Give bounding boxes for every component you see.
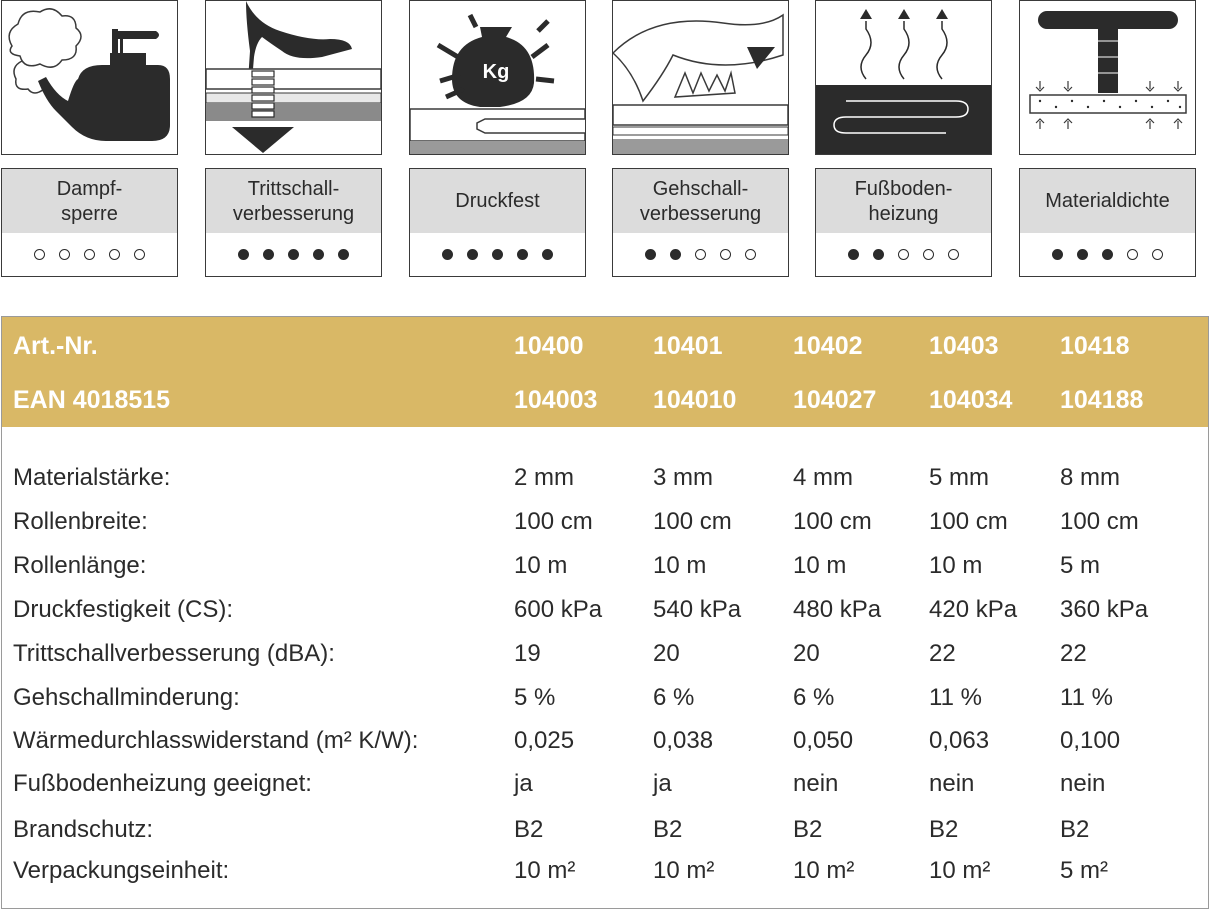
feature-label: Dampf- sperre bbox=[1, 168, 178, 235]
cell-value: 540 kPa bbox=[653, 596, 742, 623]
cell-value: 6 % bbox=[653, 684, 695, 711]
row-label: Rollenlänge: bbox=[13, 552, 147, 579]
table-row bbox=[2, 596, 1208, 626]
cell-value: 360 kPa bbox=[1060, 596, 1149, 623]
rating-dot-empty bbox=[59, 249, 70, 260]
cell-value: 20 bbox=[793, 640, 820, 667]
cell-value: 10 m² bbox=[793, 857, 855, 884]
kettle-steam-icon bbox=[1, 0, 178, 155]
cell-value: 600 kPa bbox=[514, 596, 603, 623]
header-value: 104034 bbox=[929, 386, 1013, 414]
table-row bbox=[2, 552, 1208, 582]
cell-value: nein bbox=[793, 770, 839, 797]
cell-value: 0,050 bbox=[793, 727, 854, 754]
rating-dot-empty bbox=[84, 249, 95, 260]
rating-dot-empty bbox=[134, 249, 145, 260]
cell-value: 100 cm bbox=[653, 508, 732, 535]
header-value: 10403 bbox=[929, 332, 999, 360]
cell-value: 0,063 bbox=[929, 727, 990, 754]
cell-value: 11 % bbox=[1060, 684, 1113, 711]
rating-dot-empty bbox=[720, 249, 731, 260]
floor-heating-icon bbox=[815, 0, 992, 155]
header-value: 10418 bbox=[1060, 332, 1130, 360]
rating-dot-filled bbox=[1052, 249, 1063, 260]
feature-label: Materialdichte bbox=[1019, 168, 1196, 235]
cell-value: 5 mm bbox=[929, 464, 989, 491]
row-label: Materialstärke: bbox=[13, 464, 171, 491]
shark-mouth-icon bbox=[612, 0, 789, 155]
cell-value: 22 bbox=[929, 640, 956, 667]
rating-dot-filled bbox=[288, 249, 299, 260]
cell-value: B2 bbox=[653, 816, 683, 843]
rating-dot-filled bbox=[848, 249, 859, 260]
header-value: 104027 bbox=[793, 386, 877, 414]
rating-dots bbox=[1019, 233, 1196, 277]
cell-value: 480 kPa bbox=[793, 596, 882, 623]
cell-value: B2 bbox=[929, 816, 959, 843]
header-label: Art.-Nr. bbox=[13, 332, 98, 360]
row-label: Fußbodenheizung geeignet: bbox=[13, 770, 312, 797]
cell-value: 19 bbox=[514, 640, 541, 667]
cell-value: 2 mm bbox=[514, 464, 574, 491]
header-value: 10402 bbox=[793, 332, 863, 360]
row-label: Verpackungseinheit: bbox=[13, 857, 230, 884]
row-label: Rollenbreite: bbox=[13, 508, 148, 535]
high-heel-impact-icon bbox=[205, 0, 382, 155]
feature-label: Fußboden- heizung bbox=[815, 168, 992, 235]
rating-dots bbox=[409, 233, 586, 277]
cell-value: 0,025 bbox=[514, 727, 575, 754]
rating-dots bbox=[815, 233, 992, 277]
row-label: Wärmedurchlasswiderstand (m² K/W): bbox=[13, 727, 419, 754]
ean-row bbox=[2, 386, 1208, 416]
table-row bbox=[2, 770, 1208, 800]
cell-value: 100 cm bbox=[1060, 508, 1139, 535]
rating-dot-filled bbox=[492, 249, 503, 260]
rating-dots bbox=[205, 233, 382, 277]
rating-dot-filled bbox=[313, 249, 324, 260]
cell-value: 5 % bbox=[514, 684, 556, 711]
rating-dot-empty bbox=[109, 249, 120, 260]
cell-value: 420 kPa bbox=[929, 596, 1018, 623]
rating-dot-filled bbox=[1077, 249, 1088, 260]
header-value: 10401 bbox=[653, 332, 723, 360]
cell-value: 10 m² bbox=[653, 857, 715, 884]
rating-dot-filled bbox=[338, 249, 349, 260]
header-value: 104010 bbox=[653, 386, 737, 414]
weight-kg-icon bbox=[409, 0, 586, 155]
feature-label: Trittschall- verbesserung bbox=[205, 168, 382, 235]
rating-dot-filled bbox=[263, 249, 274, 260]
rating-dot-empty bbox=[1152, 249, 1163, 260]
cell-value: nein bbox=[929, 770, 975, 797]
cell-value: 3 mm bbox=[653, 464, 713, 491]
rating-dots bbox=[612, 233, 789, 277]
rating-dot-empty bbox=[34, 249, 45, 260]
cell-value: B2 bbox=[1060, 816, 1090, 843]
cell-value: 4 mm bbox=[793, 464, 853, 491]
cell-value: 5 m bbox=[1060, 552, 1101, 579]
cell-value: 10 m bbox=[514, 552, 568, 579]
cell-value: 11 % bbox=[929, 684, 982, 711]
table-row bbox=[2, 640, 1208, 670]
row-label: Brandschutz: bbox=[13, 816, 154, 843]
rating-dot-empty bbox=[1127, 249, 1138, 260]
art-nr-row bbox=[2, 332, 1208, 362]
rating-dot-empty bbox=[695, 249, 706, 260]
rating-dot-filled bbox=[238, 249, 249, 260]
table-row bbox=[2, 464, 1208, 494]
cell-value: 10 m bbox=[929, 552, 983, 579]
header-label: EAN 4018515 bbox=[13, 386, 171, 414]
cell-value: 6 % bbox=[793, 684, 835, 711]
cell-value: 10 m² bbox=[929, 857, 991, 884]
t-press-density-icon bbox=[1019, 0, 1196, 155]
header-value: 104188 bbox=[1060, 386, 1144, 414]
cell-value: 20 bbox=[653, 640, 680, 667]
rating-dot-filled bbox=[1102, 249, 1113, 260]
cell-value: B2 bbox=[793, 816, 823, 843]
cell-value: nein bbox=[1060, 770, 1106, 797]
cell-value: 5 m² bbox=[1060, 857, 1108, 884]
header-value: 10400 bbox=[514, 332, 584, 360]
spec-table bbox=[1, 316, 1209, 909]
cell-value: 10 m bbox=[653, 552, 707, 579]
row-label: Gehschallminderung: bbox=[13, 684, 240, 711]
cell-value: ja bbox=[653, 770, 672, 797]
rating-dot-filled bbox=[442, 249, 453, 260]
cell-value: B2 bbox=[514, 816, 544, 843]
cell-value: 0,038 bbox=[653, 727, 714, 754]
rating-dot-empty bbox=[898, 249, 909, 260]
table-row bbox=[2, 684, 1208, 714]
cell-value: 100 cm bbox=[793, 508, 872, 535]
rating-dot-empty bbox=[745, 249, 756, 260]
table-row bbox=[2, 816, 1208, 846]
table-row bbox=[2, 727, 1208, 757]
cell-value: 8 mm bbox=[1060, 464, 1120, 491]
table-row bbox=[2, 857, 1208, 887]
cell-value: 22 bbox=[1060, 640, 1087, 667]
header-value: 104003 bbox=[514, 386, 598, 414]
rating-dot-empty bbox=[923, 249, 934, 260]
feature-label: Gehschall- verbesserung bbox=[612, 168, 789, 235]
cell-value: ja bbox=[514, 770, 533, 797]
rating-dot-filled bbox=[645, 249, 656, 260]
feature-label: Druckfest bbox=[409, 168, 586, 235]
rating-dot-filled bbox=[873, 249, 884, 260]
svg-text:Kg: Kg bbox=[482, 61, 510, 83]
cell-value: 100 cm bbox=[929, 508, 1008, 535]
rating-dots bbox=[1, 233, 178, 277]
cell-value: 100 cm bbox=[514, 508, 593, 535]
rating-dot-filled bbox=[542, 249, 553, 260]
rating-dot-empty bbox=[948, 249, 959, 260]
rating-dot-filled bbox=[467, 249, 478, 260]
rating-dot-filled bbox=[670, 249, 681, 260]
row-label: Trittschallverbesserung (dBA): bbox=[13, 640, 335, 667]
cell-value: 0,100 bbox=[1060, 727, 1121, 754]
table-row bbox=[2, 508, 1208, 538]
cell-value: 10 m² bbox=[514, 857, 576, 884]
row-label: Druckfestigkeit (CS): bbox=[13, 596, 234, 623]
rating-dot-filled bbox=[517, 249, 528, 260]
cell-value: 10 m bbox=[793, 552, 847, 579]
